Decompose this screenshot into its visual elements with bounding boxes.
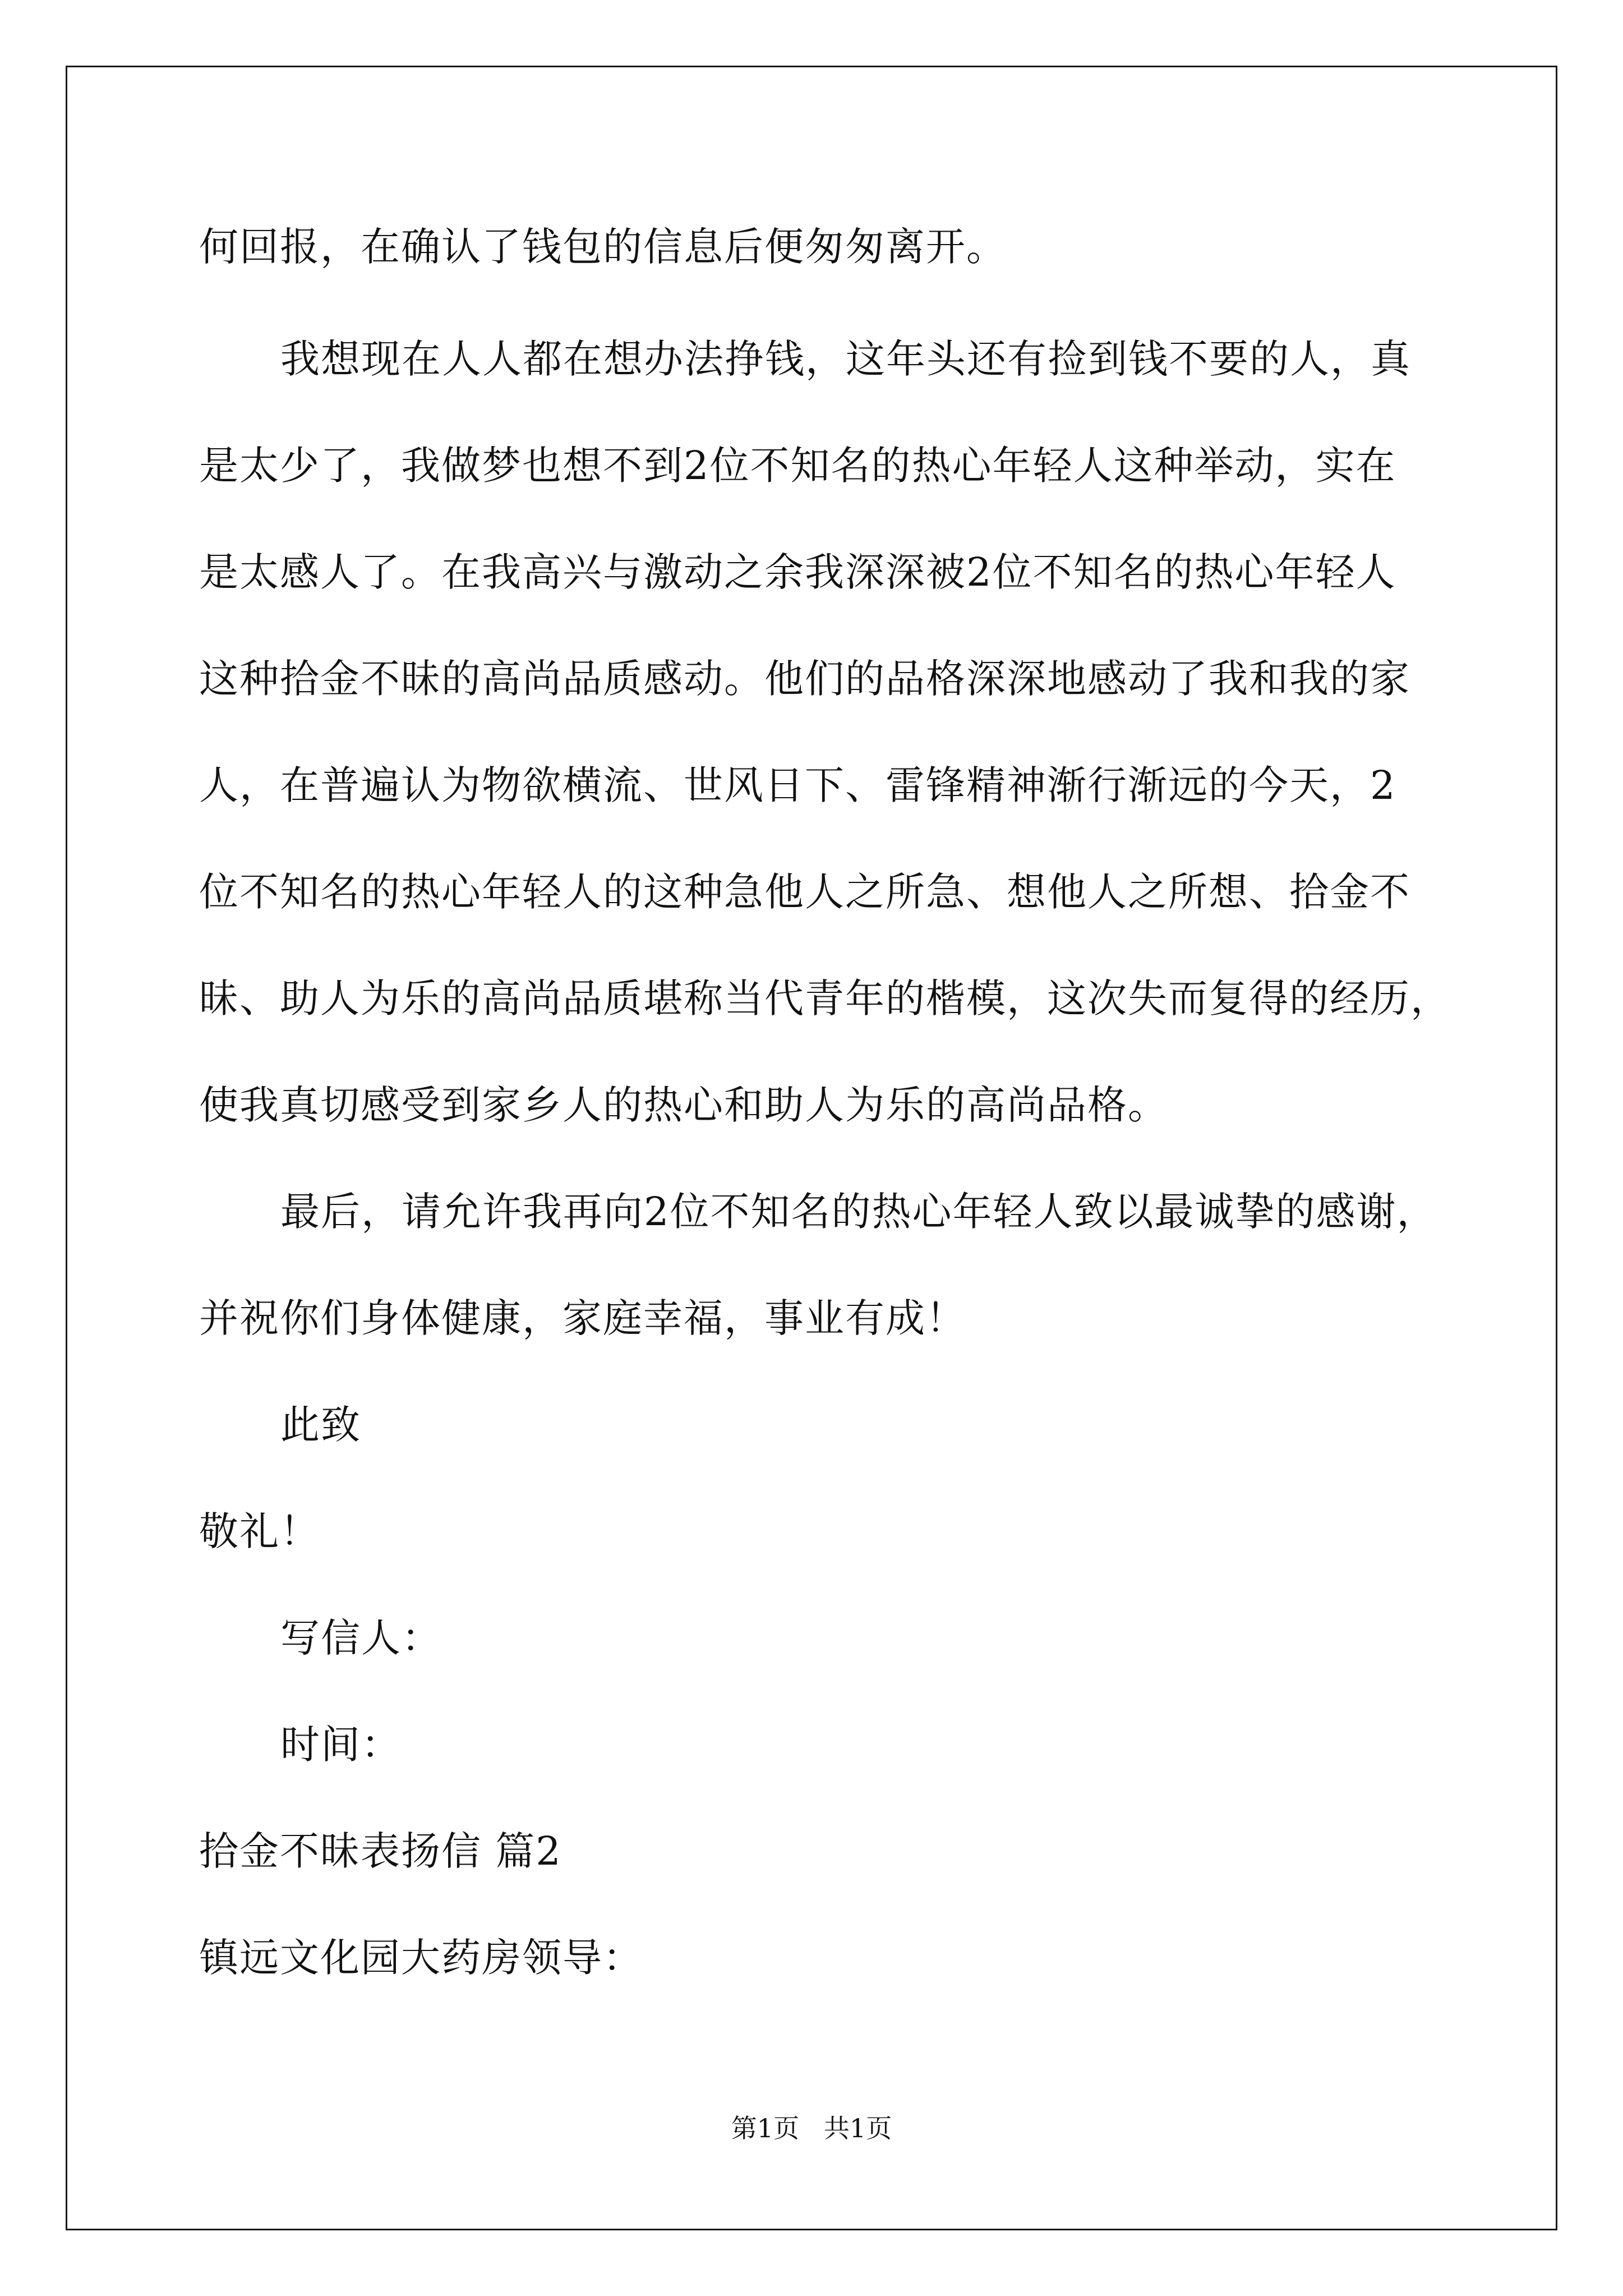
text-line: 这种拾金不昧的高尚品质感动。他们的品格深深地感动了我和我的家 [199,656,1410,702]
closing-regards: 敬礼！ [199,1508,320,1554]
signature-date: 时间： [280,1722,402,1768]
letter-addressee: 镇远文化园大药房领导： [199,1935,643,1981]
page-footer: 第1页 共1页 [731,2113,892,2143]
page-border [66,66,1557,2230]
text-line: 是太感人了。在我高兴与激动之余我深深被2位不知名的热心年轻人 [199,549,1396,595]
closing-salutation: 此致 [280,1402,361,1448]
text-line: 使我真切感受到家乡人的热心和助人为乐的高尚品格。 [199,1082,1168,1128]
text-line: 昧、助人为乐的高尚品质堪称当代青年的楷模，这次失而复得的经历， [199,976,1451,1022]
text-line: 位不知名的热心年轻人的这种急他人之所急、想他人之所想、拾金不 [199,869,1410,915]
text-line: 我想现在人人都在想办法挣钱，这年头还有捡到钱不要的人，真 [280,336,1411,382]
text-line: 并祝你们身体健康，家庭幸福，事业有成！ [199,1295,966,1341]
signature-writer: 写信人： [280,1615,442,1661]
text-line: 何回报，在确认了钱包的信息后便匆匆离开。 [199,224,1007,270]
text-line: 是太少了，我做梦也想不到2位不知名的热心年轻人这种举动，实在 [199,443,1396,489]
section-heading: 拾金不昧表扬信 篇2 [199,1828,562,1874]
text-line: 人，在普遍认为物欲横流、世风日下、雷锋精神渐行渐远的今天，2 [199,762,1396,808]
text-line: 最后，请允许我再向2位不知名的热心年轻人致以最诚挚的感谢， [280,1189,1437,1235]
